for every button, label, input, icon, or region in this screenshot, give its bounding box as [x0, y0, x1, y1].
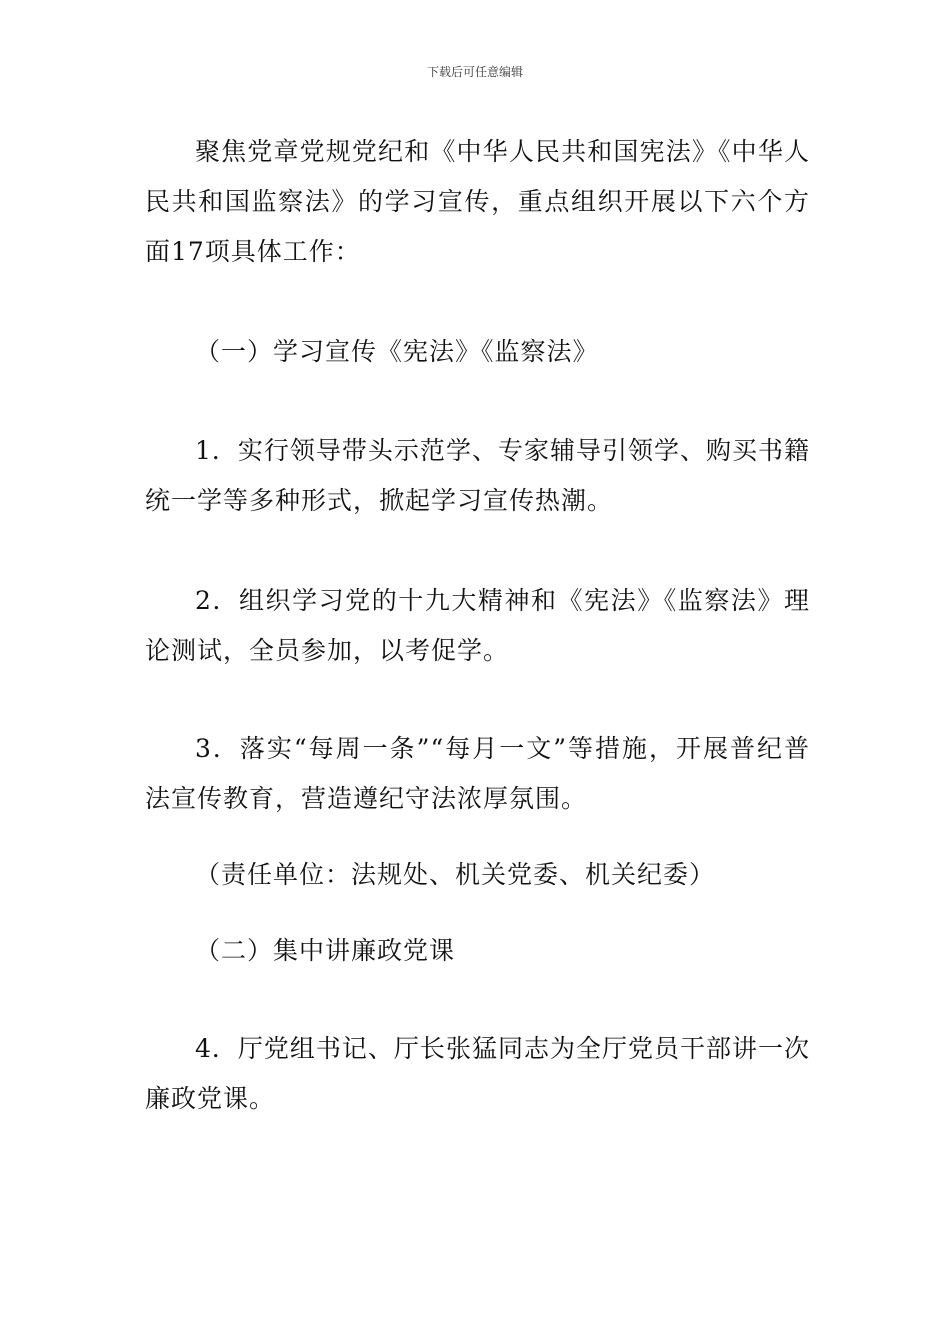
- item-3-paragraph: 3．落实“每周一条”“每月一文”等措施，开展普纪普法宣传教育，营造遵纪守法浓厚氛围。: [145, 734, 810, 813]
- section-heading-1: （一）学习宣传《宪法》《监察法》: [195, 337, 599, 366]
- responsible-units-note: （责任单位：法规处、机关党委、机关纪委）: [195, 860, 716, 889]
- item-2-paragraph: 2．组织学习党的十九大精神和《宪法》《监察法》理论测试，全员参加，以考促学。: [145, 586, 810, 665]
- document-body: [145, 127, 810, 1124]
- section-heading-2: （二）集中讲廉政党课: [195, 936, 456, 965]
- item-4-paragraph: 4．厅党组书记、厅长张猛同志为全厅党员干部讲一次廉政党课。: [145, 1034, 810, 1113]
- intro-paragraph: 聚焦党章党规党纪和《中华人民共和国宪法》《中华人民共和国监察法》的学习宣传，重点组织开展以下六个方面17项具体工作：: [145, 137, 810, 266]
- page-header: 下载后可任意编辑: [426, 65, 523, 79]
- item-1-paragraph: 1．实行领导带头示范学、专家辅导引领学、购买书籍统一学等多种形式，掀起学习宣传热潮。: [145, 436, 810, 515]
